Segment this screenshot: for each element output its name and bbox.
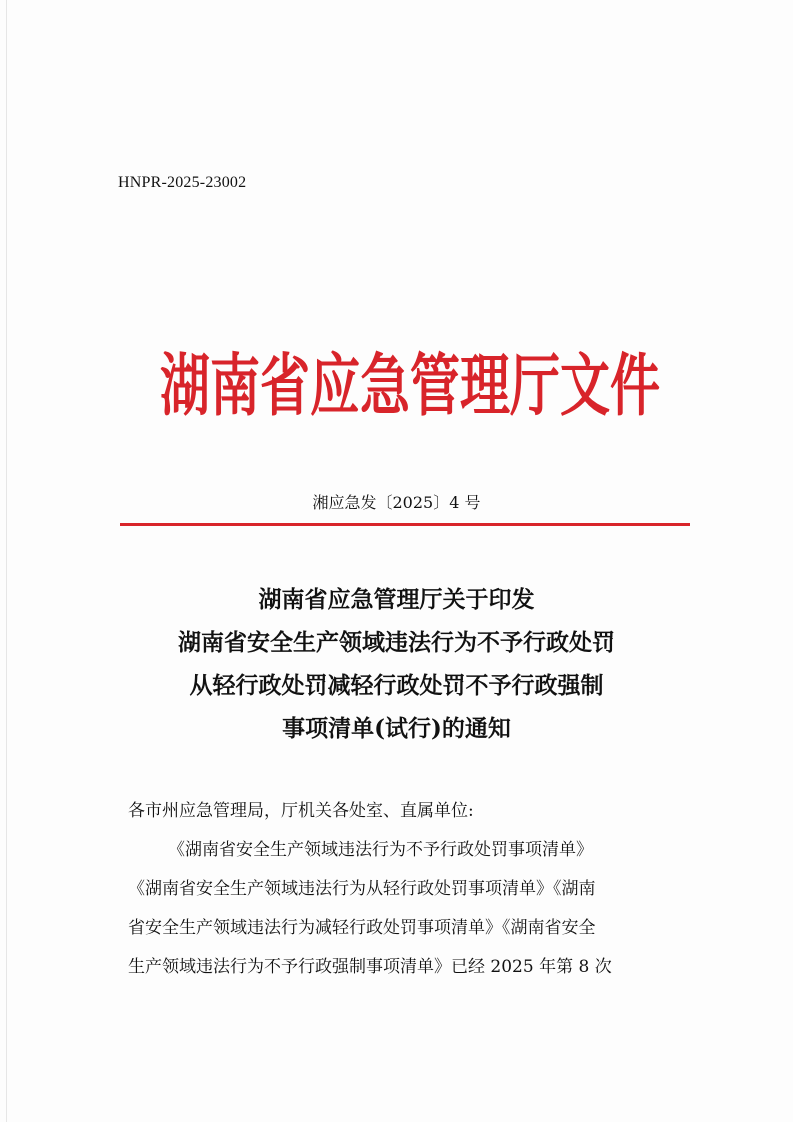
- red-separator-line: [120, 523, 690, 526]
- body-line: 省安全生产领域违法行为减轻行政处罚事项清单》《湖南省安全: [128, 918, 596, 938]
- document-code: HNPR-2025-23002: [118, 174, 247, 191]
- salutation: 各市州应急管理局，厅机关各处室、直属单位:: [128, 801, 474, 821]
- scan-edge-line: [6, 0, 7, 1122]
- document-number: 湘应急发〔2025〕4 号: [312, 493, 481, 512]
- title-line: 从轻行政处罚减轻行政处罚不予行政强制: [189, 672, 604, 699]
- body-line: 生产领域违法行为不予行政强制事项清单》已经 2025 年第 8 次: [128, 957, 612, 977]
- body-line: 《湖南省安全生产领域违法行为不予行政处罚事项清单》: [168, 840, 593, 860]
- issuer-masthead: 湖南省应急管理厅文件: [160, 346, 660, 426]
- title-line: 湖南省应急管理厅关于印发: [258, 586, 535, 613]
- body-line: 《湖南省安全生产领域违法行为从轻行政处罚事项清单》《湖南: [128, 879, 596, 899]
- document-body: [128, 792, 688, 987]
- document-title: [0, 578, 793, 750]
- title-line: 湖南省安全生产领域违法行为不予行政处罚: [178, 629, 615, 656]
- title-line: 事项清单(试行)的通知: [282, 715, 511, 742]
